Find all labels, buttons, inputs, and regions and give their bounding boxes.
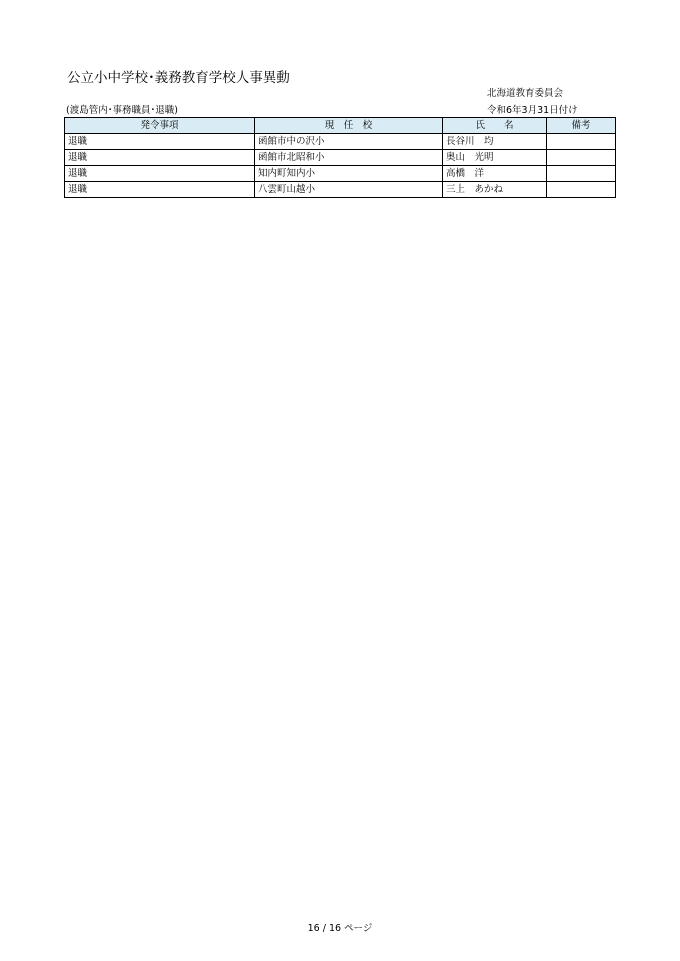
order-cell: 退職	[65, 134, 255, 150]
subtitle: (渡島管内･事務職員･退職)	[66, 105, 178, 116]
school-cell: 函館市北昭和小	[255, 150, 443, 166]
school-cell: 函館市中の沢小	[255, 134, 443, 150]
page-title: 公立小中学校･義務教育学校人事異動	[67, 70, 290, 86]
remarks-cell	[547, 134, 616, 150]
order-cell: 退職	[65, 182, 255, 198]
table-header-row	[65, 118, 616, 134]
school-cell: 知内町知内小	[255, 166, 443, 182]
column-header-remarks: 備考	[547, 118, 616, 134]
table-row	[65, 150, 616, 166]
column-header-order: 発令事項	[65, 118, 255, 134]
remarks-cell	[547, 150, 616, 166]
remarks-cell	[547, 166, 616, 182]
remarks-cell	[547, 182, 616, 198]
column-header-name: 氏 名	[443, 118, 547, 134]
name-cell: 奥山 光明	[443, 150, 547, 166]
table-row	[65, 166, 616, 182]
name-cell: 長谷川 均	[443, 134, 547, 150]
name-cell: 高橋 洋	[443, 166, 547, 182]
order-cell: 退職	[65, 166, 255, 182]
effective-date: 令和6年3月31日付け	[487, 105, 578, 116]
order-cell: 退職	[65, 150, 255, 166]
page-number: 16 / 16 ページ	[307, 923, 373, 934]
school-cell: 八雲町山越小	[255, 182, 443, 198]
table-row	[65, 182, 616, 198]
column-header-school: 現 任 校	[255, 118, 443, 134]
name-cell: 三上 あかね	[443, 182, 547, 198]
table-row	[65, 134, 616, 150]
issuer: 北海道教育委員会	[487, 88, 564, 99]
personnel-table	[64, 117, 616, 198]
